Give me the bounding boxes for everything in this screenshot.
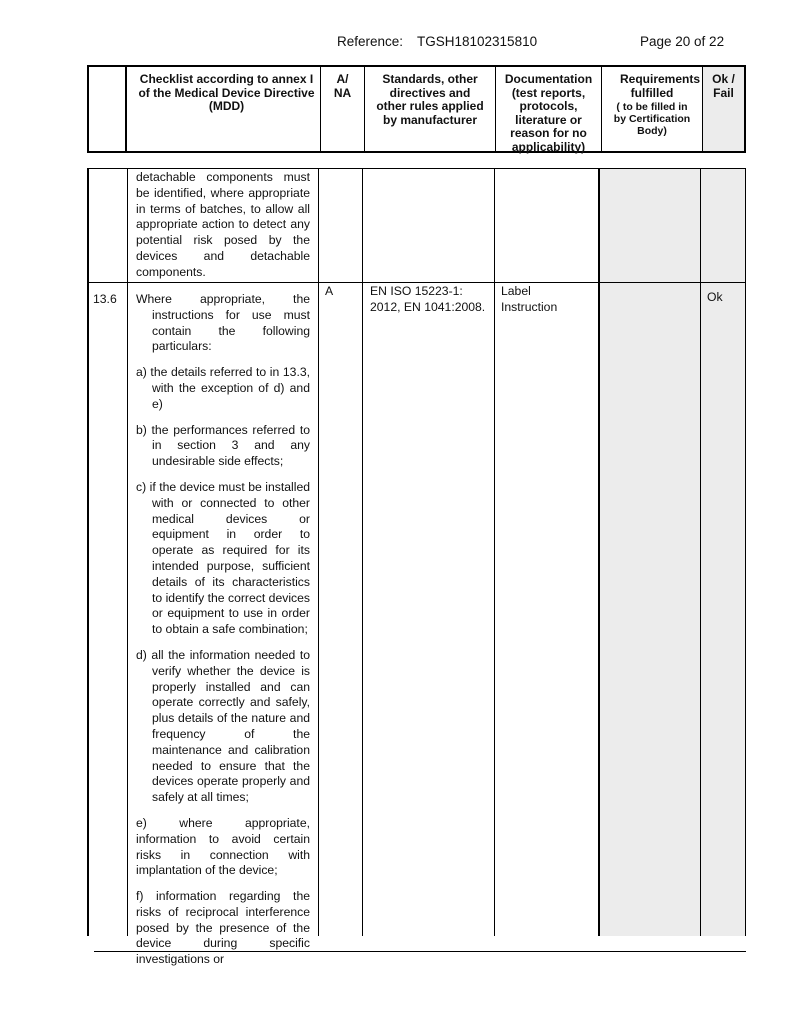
requirement-item-d: d) all the information needed to verify whether the device is properly installed and can operate correctly and safely, plus details of the nature and frequency of the maintenance and calibration needed to ensure that the devices operate properly and safely at all times; [136,647,310,805]
header-number-cell [89,67,125,151]
column-divider [494,168,495,936]
header-ok-fail-cell [702,67,744,151]
header-documentation-cell [495,67,601,154]
header-ok-fail-label: Ok / Fail [712,72,735,100]
header-standards-cell [364,67,495,151]
continued-requirement-text: detachable components must be identified, where appropriate in terms of batches, to allow all appropriate action to detect any potential risk posed by the devices and detachable components. [136,170,310,279]
documentation-list [501,284,593,316]
header-a-na-cell [320,67,364,151]
reference-label: Reference: [337,34,404,49]
requirement-13-6-text [136,292,310,978]
column-divider [598,168,600,936]
page-footer-rule [94,951,746,952]
header-requirements-note: ( to be filled in by Certification Body) [613,101,691,137]
header-requirements-cell [601,67,702,151]
column-divider [127,168,128,936]
page-header [0,34,800,52]
requirement-intro: Where appropriate, the instructions for use must contain the following particulars: [136,292,310,354]
column-divider [318,168,319,936]
header-standards-label: Standards, other directives and other rules applied by manufacturer [376,72,484,127]
reference-value: TGSH18102315810 [417,34,538,49]
documentation-item: Instruction [501,299,558,314]
documentation-item: Label [501,284,531,298]
column-divider [362,168,363,936]
checklist-header-table [87,65,746,153]
header-a-na-label: A/ NA [333,72,352,100]
requirement-item-f: f) information regarding the risks of reciprocal interference posed by the presence of the device during specific investigations or [136,889,310,967]
requirement-item-a: a) the details referred to in 13.3, with the exception of d) and e) [136,365,310,411]
table-border-left [87,168,89,936]
ok-fail-shaded-column [701,168,746,936]
column-divider [700,168,701,936]
applicability-value: A [325,284,334,298]
requirement-item-b: b) the performances referred to in section 3 and any undesirable side effects; [136,422,310,469]
table-border-right [745,168,746,936]
header-documentation-label: Documentation (test reports, protocols, literature or reason for no applicability) [504,72,593,154]
requirement-number: 13.6 [93,292,117,306]
header-checklist-label: Checklist according to annex I of the Medical Device Directive (MDD) [138,72,315,113]
requirement-item-e: e) where appropriate, information to avoid certain risks in connection with implantation of the device; [136,815,310,878]
requirement-item-c: c) if the device must be installed with or connected to other medical devices or equipment in order to operate as required for its intended purpose, sufficient details of its characteristics to identify the correct devices or equipment to use in order to obtain a safe combination; [136,479,310,637]
checklist-body-table [87,168,746,967]
row-divider [87,282,746,283]
page-number: Page 20 of 22 [640,34,725,49]
requirements-shaded-column [600,168,700,936]
header-checklist-cell [125,67,320,151]
standards-applied: EN ISO 15223-1: 2012, EN 1041:2008. [370,284,486,314]
header-requirements-label: Requirements fulfilled [620,72,701,100]
table-top-border [87,168,746,169]
ok-fail-result: Ok [707,290,723,304]
